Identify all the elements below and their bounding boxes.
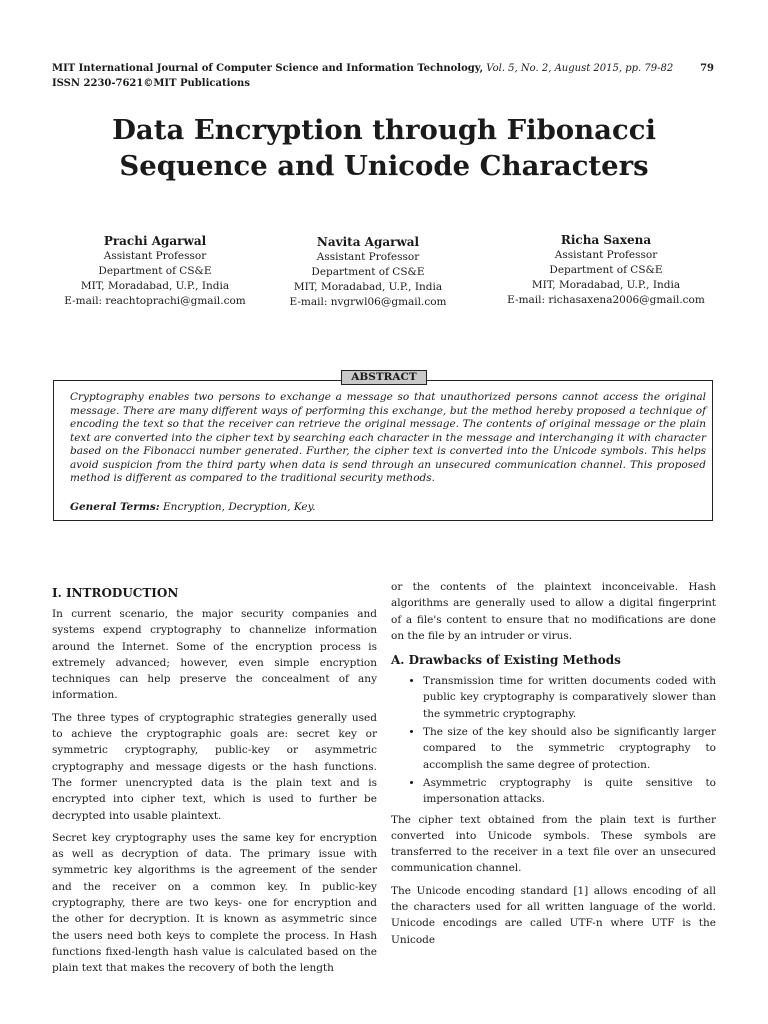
paragraph: The cipher text obtained from the plain text is further converted into Unicode symbols. These symbols are transferred to the receiver in a text file over an unsecured communication channel. bbox=[391, 813, 716, 875]
column-left bbox=[52, 585, 377, 983]
paragraph: In current scenario, the major security companies and systems expend cryptography to channelize information around the Internet. Some of the encryption process is extremely advanced; however, even simple encryption techniques can help preserve the concealment of any information. bbox=[52, 608, 377, 702]
paragraph: The Unicode encoding standard [1] allows encoding of all the characters used for all written language of the world. Unicode encodings are called UTF-n where UTF is the Unicode bbox=[391, 884, 716, 946]
drawbacks-list bbox=[391, 673, 716, 807]
volume-info: Vol. 5, No. 2, August 2015, pp. 79-82 bbox=[486, 63, 674, 74]
author-dept: Department of CS&E bbox=[549, 264, 663, 276]
general-terms-value: Encryption, Decryption, Key. bbox=[163, 501, 316, 513]
list-item: • The size of the key should also be significantly larger compared to the symmetric cryptography to accomplish the same degree of protection. bbox=[423, 724, 716, 773]
page-number: 79 bbox=[700, 63, 714, 74]
list-item: • Asymmetric cryptography is quite sensitive to impersonation attacks. bbox=[423, 775, 716, 808]
author-block-3 bbox=[496, 232, 716, 308]
author-name: Navita Agarwal bbox=[316, 235, 420, 249]
general-terms bbox=[70, 500, 706, 514]
paragraph: The three types of cryptographic strategies generally used to achieve the cryptographic goals are: secret key or symmetric cryptography, public-key or asymmetric cryptography and message digests or the hash functions. The former unencrypted data is the plain text and is encrypted into cipher text, which is used to further be decrypted into usable plaintext. bbox=[52, 711, 377, 822]
author-org: MIT, Moradabad, U.P., India bbox=[80, 280, 230, 292]
author-name: Prachi Agarwal bbox=[103, 234, 207, 248]
author-org: MIT, Moradabad, U.P., India bbox=[531, 279, 681, 291]
issn-line: ISSN 2230-7621©MIT Publications bbox=[52, 78, 250, 89]
column-right bbox=[391, 579, 716, 954]
author-block-1 bbox=[45, 233, 265, 309]
author-email: E-mail: nvgrwl06@gmail.com bbox=[289, 296, 447, 308]
author-dept: Department of CS&E bbox=[311, 266, 425, 278]
list-item: • Transmission time for written documents coded with public key cryptography is comparatively slower than the symmetric cryptography. bbox=[423, 673, 716, 722]
author-org: MIT, Moradabad, U.P., India bbox=[293, 281, 443, 293]
general-terms-label: General Terms: bbox=[70, 501, 160, 513]
abstract-label: ABSTRACT bbox=[341, 370, 427, 385]
author-email: E-mail: richasaxena2006@gmail.com bbox=[507, 294, 705, 306]
author-block-2 bbox=[258, 234, 478, 310]
section-heading-drawbacks: A. Drawbacks of Existing Methods bbox=[391, 653, 621, 668]
journal-name: MIT International Journal of Computer Science and Information Technology, bbox=[52, 63, 484, 74]
author-role: Assistant Professor bbox=[316, 251, 420, 263]
paper-title: Data Encryption through Fibonacci Sequence and Unicode Characters bbox=[112, 114, 656, 182]
author-role: Assistant Professor bbox=[554, 249, 658, 261]
author-role: Assistant Professor bbox=[103, 250, 207, 262]
paragraph: or the contents of the plaintext inconceivable. Hash algorithms are generally used to allow a digital fingerprint of a file's content to ensure that no modifications are done on the file by an intruder or virus. bbox=[391, 581, 716, 642]
paragraph: Secret key cryptography uses the same key for encryption as well as decryption of data. The primary issue with symmetric key algorithms is the agreement of the sender and the receiver on a common key. In public-key cryptography, there are two keys- one for encryption and the other for decryption. It is known as asymmetric since the users need both keys to complete the process. In Hash functions fixed-length hash value is calculated based on the plain text that makes the recovery of both the length bbox=[52, 831, 377, 975]
running-header bbox=[52, 61, 716, 91]
abstract-text: Cryptography enables two persons to exchange a message so that unauthorized persons cannot access the original message. There are many different ways of performing this exchange, but the method hereby proposed a technique of encoding the text so that the receiver can retrieve the original message. The contents of original message or the plain text are converted into the cipher text by searching each character in the message and interchanging it with character based on the Fibonacci number generated. Further, the cipher text is converted into the Unicode symbols. This helps avoid suspicion from the third party when data is send through an unsecured communication channel. This proposed method is different as compared to the traditional security methods. bbox=[70, 391, 706, 484]
author-dept: Department of CS&E bbox=[98, 265, 212, 277]
author-email: E-mail: reachtoprachi@gmail.com bbox=[64, 295, 246, 307]
author-name: Richa Saxena bbox=[560, 233, 652, 247]
section-heading-introduction: I. INTRODUCTION bbox=[52, 586, 179, 600]
